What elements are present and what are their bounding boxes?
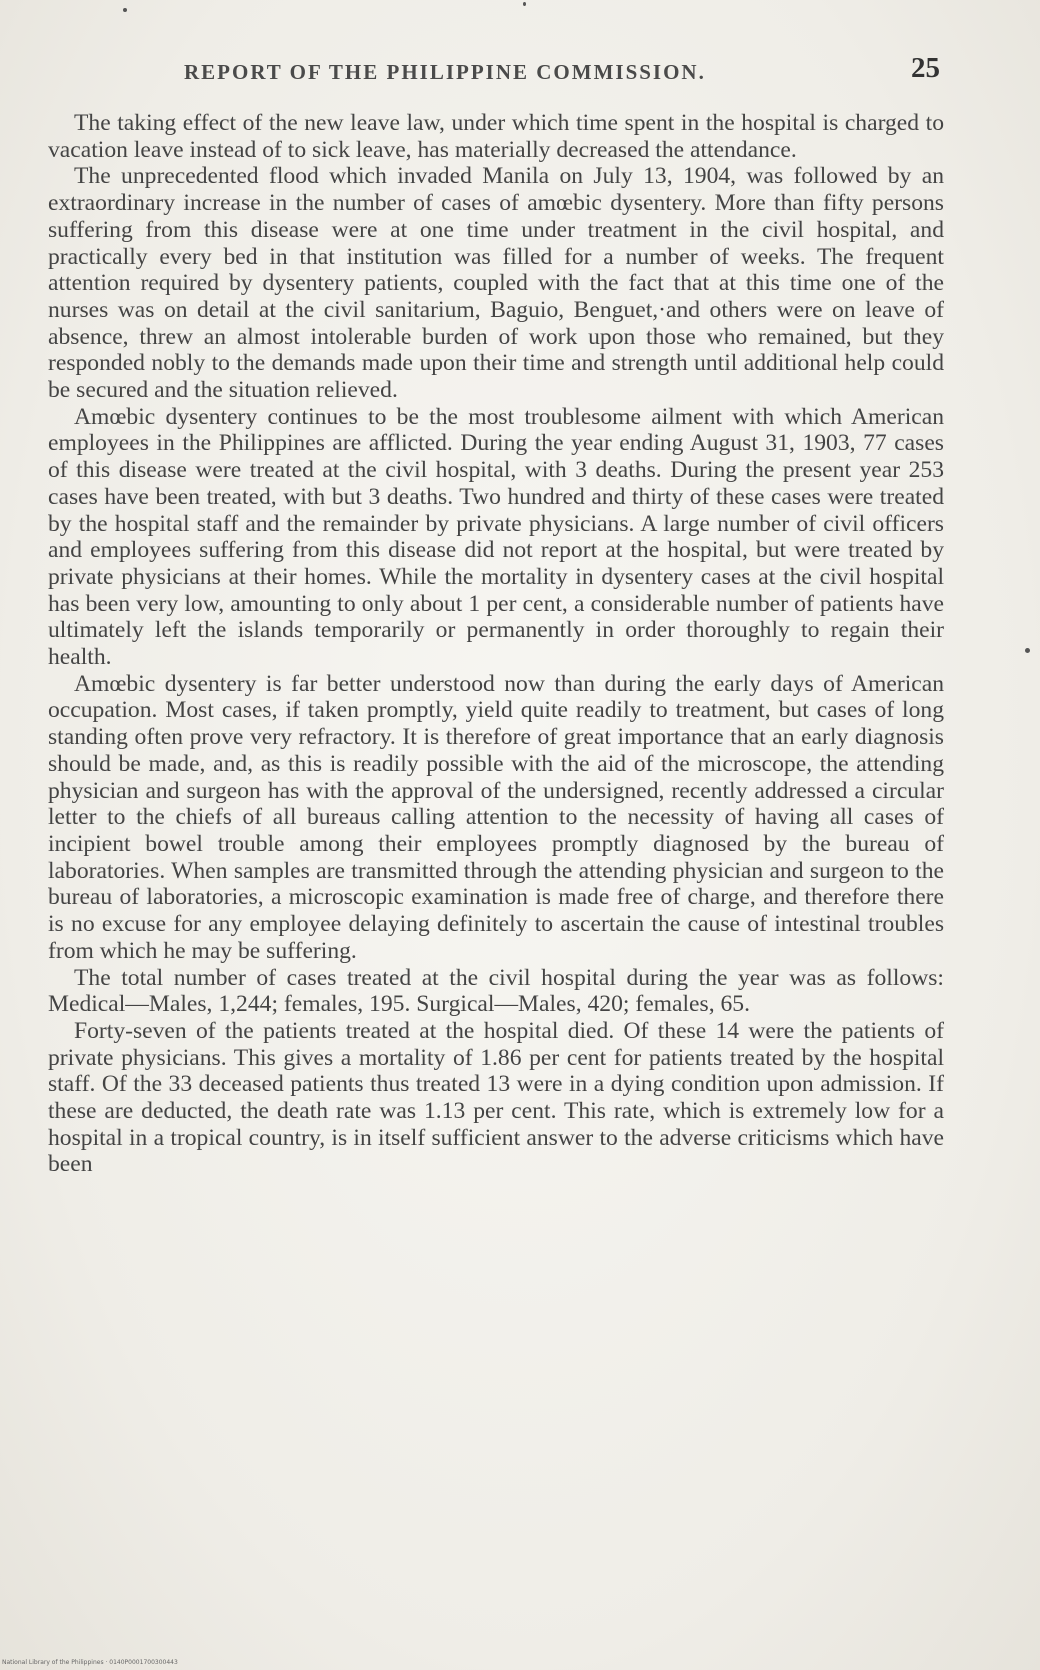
scan-speck (523, 2, 526, 6)
scan-credit: National Library of the Philippines · 0140P0001700300443 (2, 1659, 178, 1666)
scan-speck (123, 8, 127, 12)
page-header (180, 52, 940, 92)
body-text (48, 110, 944, 1178)
paragraph-flood: The unprecedented flood which invaded Manila on July 13, 1904, was followed by an extraordinary increase in the number of cases of amœbic dysentery. More than fifty persons suffering from this disease were at one time under treatment in the civil hospital, and practically every bed in that institution was filled for a number of weeks. The frequent attention required by dysentery patients, coupled with the fact that at this time one of the nurses was on detail at the civil sanitarium, Baguio, Benguet,·and others were on leave of absence, threw an almost intolerable burden of work upon those who remained, but they responded nobly to the demands made upon their time and strength until additional help could be secured and the situation relieved. (48, 163, 944, 404)
paragraph-diagnosis: Amœbic dysentery is far better understood now than during the early days of American occupation. Most cases, if taken promptly, yield quite readily to treatment, but cases of long standing often prove very refractory. It is therefore of great importance that an early diagnosis should be made, and, as this is readily possible with the aid of the microscope, the attending physician and surgeon has with the approval of the undersigned, recently addressed a circular letter to the chiefs of all bureaus calling attention to the necessity of having all cases of incipient bowel trouble among their employees promptly diagnosed by the bureau of laboratories. When samples are transmitted through the attending physician and surgeon to the bureau of laboratories, a microscopic examination is made free of charge, and therefore there is no excuse for any employee delaying definitely to ascertain the cause of intestinal troubles from which he may be suffering. (48, 670, 944, 964)
paragraph-dysentery-statistics: Amœbic dysentery continues to be the most troublesome ailment with which American employees in the Philippines are afflicted. During the year ending August 31, 1903, 77 cases of this disease were treated at the civil hospital, with 3 deaths. During the present year 253 cases have been treated, with but 3 deaths. Two hundred and thirty of these cases were treated by the hospital staff and the remainder by private physicians. A large number of civil officers and employees suffering from this disease did not report at the hospital, but were treated by private physicians at their homes. While the mortality in dysentery cases at the civil hospital has been very low, amounting to only about 1 per cent, a considerable number of patients have ultimately left the islands temporarily or permanently in order thoroughly to regain their health. (48, 403, 944, 671)
scan-speck (1025, 648, 1030, 653)
paragraph-leave-law: The taking effect of the new leave law, under which time spent in the hospital is charged to vacation leave instead of to sick leave, has materially decreased the attendance. (48, 110, 944, 163)
paragraph-total-cases: The total number of cases treated at the civil hospital during the year was as follows: Medical—Males, 1,244; females, 195. Surgical—Males, 420; females, 65. (48, 964, 944, 1018)
page-number: 25 (911, 52, 940, 84)
running-title: REPORT OF THE PHILIPPINE COMMISSION. (184, 60, 706, 84)
paragraph-mortality: Forty-seven of the patients treated at the hospital died. Of these 14 were the patients of private physicians. This gives a mortality of 1.86 per cent for patients treated by the hospital staff. Of the 33 deceased patients thus treated 13 were in a dying condition upon admission. If these are deducted, the death rate was 1.13 per cent. This rate, which is extremely low for a hospital in a tropical country, is in itself sufficient answer to the adverse criticisms which have been (48, 1017, 944, 1178)
